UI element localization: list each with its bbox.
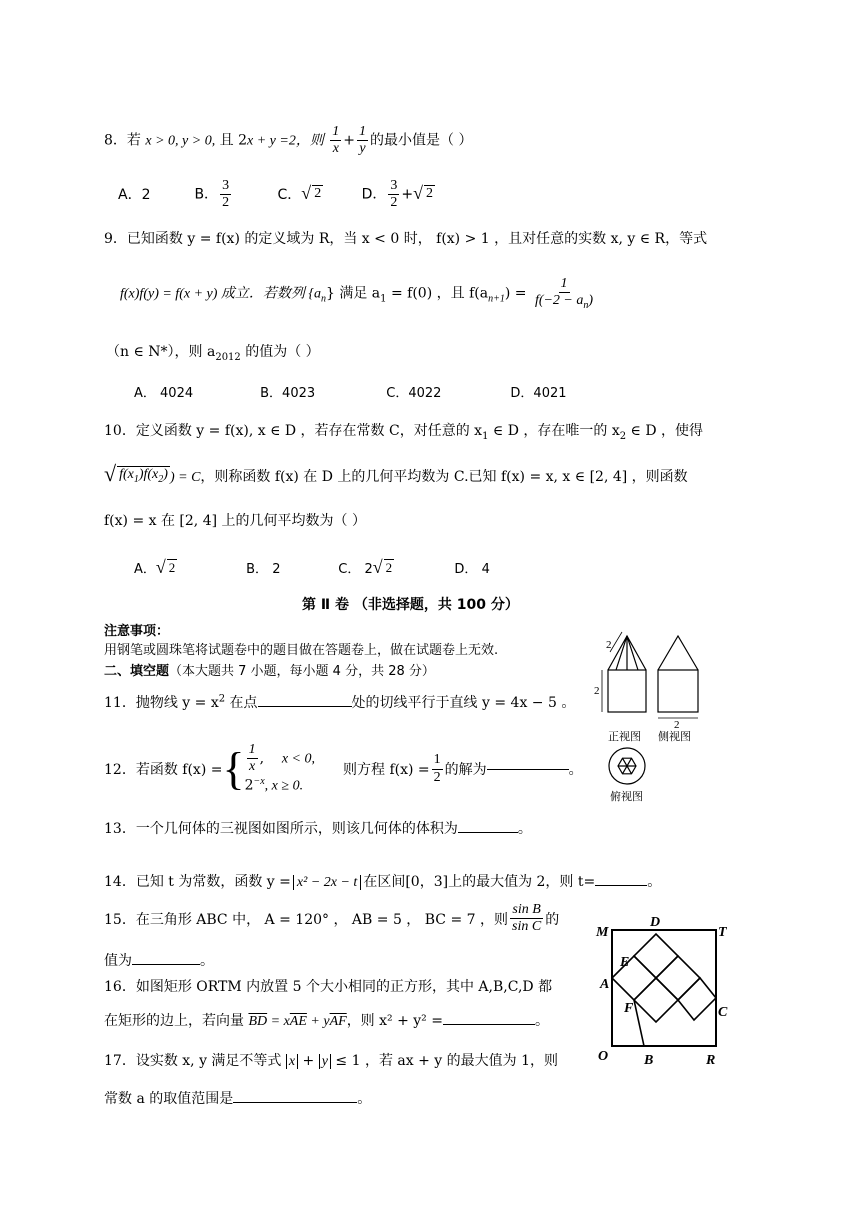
five-squares — [612, 934, 716, 1046]
label-t: T — [718, 925, 727, 940]
q13: 13．一个几何体的三视图如图所示，则该几何体的体积为 。 — [104, 821, 532, 837]
fill-title: 二、填空题（本大题共 7 小题，每小题 4 分，共 28 分） — [104, 664, 435, 679]
q10-option-a: A． √ 2 — [134, 557, 176, 577]
label-d: D — [650, 915, 661, 930]
dim-label-height: 2 — [594, 685, 600, 697]
front-view — [608, 636, 646, 712]
q8-text-b: 且 2 — [219, 132, 248, 149]
q8-text-c: 的最小值是（ ） — [370, 132, 473, 149]
top-view — [609, 748, 645, 784]
q17-line2: 常数 a 的取值范围是 。 — [104, 1091, 372, 1107]
q8-option-c: C． √ 2 — [277, 182, 322, 203]
q10-line1: 10．定义函数 y = f(x), x ∈ D ，若存在常数 C，对任意的 $x_1$ ∈ D ，存在唯一的 $x_2$ ∈ D ，使得 — [104, 423, 704, 442]
side-view-label: 侧视图 — [658, 730, 691, 743]
q12: 12． 若函数 f(x) = { $\frac{1}{x}$ , x < 0, $2^{-x}$, x ≥ 0. 则方程 f(x) = $\frac{1}{2}$ 的解为 。 — [104, 734, 583, 804]
q8-number: 8． — [104, 132, 127, 149]
q9-option-c: C．4022 — [386, 386, 442, 401]
q12-brace: { — [222, 743, 245, 794]
q11: 11．抛物线 $y = x^2$ 在点 处的切线平行于直线 y = 4x − 5 。 — [104, 693, 576, 711]
q10-option-b: B． 2 — [246, 562, 281, 577]
front-view-label: 正视图 — [608, 730, 641, 743]
dim-label-width: 2 — [674, 719, 680, 731]
q9-line2: f(x)f(y) = f(x + y) 成立．若数列 $\{a_n\}$ 满足 $a_1 = f(0)$ ，且 $f(a_{n+1})$ = $\frac{1}{f(-2 - a_n)}$ — [120, 276, 594, 311]
label-e: E — [620, 955, 630, 970]
q17-line1: 17．设实数 x, y 满足不等式 x + y ≤ 1 ，若 ax + y 的最大值为 1，则 — [104, 1053, 558, 1069]
q8-option-b: B． $\frac{3}{2}$ — [194, 178, 230, 211]
q10-option-c: C． 2 √ 2 — [338, 557, 393, 577]
q12-cases: $\frac{1}{x}$ , x < 0, $2^{-x}$, x ≥ 0. — [244, 741, 315, 794]
q9-option-d: D．4021 — [510, 386, 567, 401]
q16-line2: 在矩形的边上，若向量 $\overline{BD} = x\overline{AE} + y\overline{AF}$，则 x² + y² = 。 — [104, 1013, 549, 1029]
q8-text-a: 若 — [126, 132, 141, 149]
notice-text: 用钢笔或圆珠笔将试题卷中的题目做在答题卷上，做在试题卷上无效. — [104, 643, 499, 658]
notice-title: 注意事项： — [104, 624, 170, 639]
side-view — [658, 636, 698, 712]
rectangle-figure — [594, 908, 740, 1068]
dim-label-slant: 2 — [606, 639, 612, 651]
q9-line1: 9．已知函数 y = f(x) 的定义域为 R，当 x < 0 时， f(x) > 1 ，且对任意的实数 x, y ∈ R，等式 — [104, 231, 708, 247]
q8-option-a: A．2 — [118, 186, 151, 203]
label-m: M — [596, 925, 609, 940]
rectangle-ortm — [612, 930, 716, 1046]
q8: 8．若 x > 0, y > 0, 且 2x + y =2，则 $\frac{1}{x}$ + $\frac{1}{y}$ 的最小值是（ ） — [104, 124, 473, 157]
q8-frac-y: $\frac{1}{y}$ — [359, 124, 367, 157]
section2-title: 第 Ⅱ 卷 （非选择题，共 100 分） — [302, 597, 519, 613]
q8-eq: x + y =2，则 — [247, 133, 324, 149]
q8-options — [118, 178, 435, 211]
q8-option-d: D． $\frac{3}{2}$ + √ 2 — [361, 178, 434, 211]
label-c: C — [718, 1005, 728, 1020]
q8-frac-x: $\frac{1}{x}$ — [332, 124, 340, 157]
q16-line1: 16．如图矩形 ORTM 内放置 5 个大小相同的正方形，其中 A,B,C,D 都 — [104, 979, 553, 995]
q10-line3: f(x) = x 在 [2, 4] 上的几何平均数为（ ） — [104, 513, 366, 529]
label-o: O — [598, 1049, 609, 1064]
three-views-figure — [594, 628, 724, 814]
q9-line3: （n ∈ N*），则 $a_{2012}$ 的值为（ ） — [106, 344, 320, 363]
q15: 15． 在三角形 ABC 中， A = 120° ， AB = 5 ， BC = 7 ，则 $\frac{\text{sin B}}{\text{sin C}}$ 的 — [104, 902, 560, 935]
q9-option-b: B．4023 — [260, 386, 316, 401]
label-a: A — [600, 977, 610, 992]
q15-line2: 值为 。 — [104, 953, 214, 969]
label-r: R — [706, 1053, 716, 1068]
q9-frac: $\frac{1}{f(-2 - a_n)}$ — [534, 276, 594, 311]
q9-option-a: A． 4024 — [134, 386, 194, 401]
q9-options — [134, 382, 567, 401]
top-view-label: 俯视图 — [610, 790, 643, 803]
label-f: F — [624, 1001, 634, 1016]
q10-options — [134, 558, 490, 577]
q10-line2: √ $f(x_1)f(x_2)$ ) = C，则称函数 f(x) 在 D 上的几何平均数为 C.已知 f(x) = x, x ∈ [2, 4] ，则函数 — [104, 461, 688, 486]
q8-cond: x > 0, y > 0, — [145, 133, 216, 149]
q14: 14．已知 t 为常数，函数 y = x² − 2x − t 在区间[0，3]上的最大值为 2，则 t= 。 — [104, 874, 662, 890]
q10-option-d: D． 4 — [454, 562, 490, 577]
label-b: B — [644, 1053, 654, 1068]
